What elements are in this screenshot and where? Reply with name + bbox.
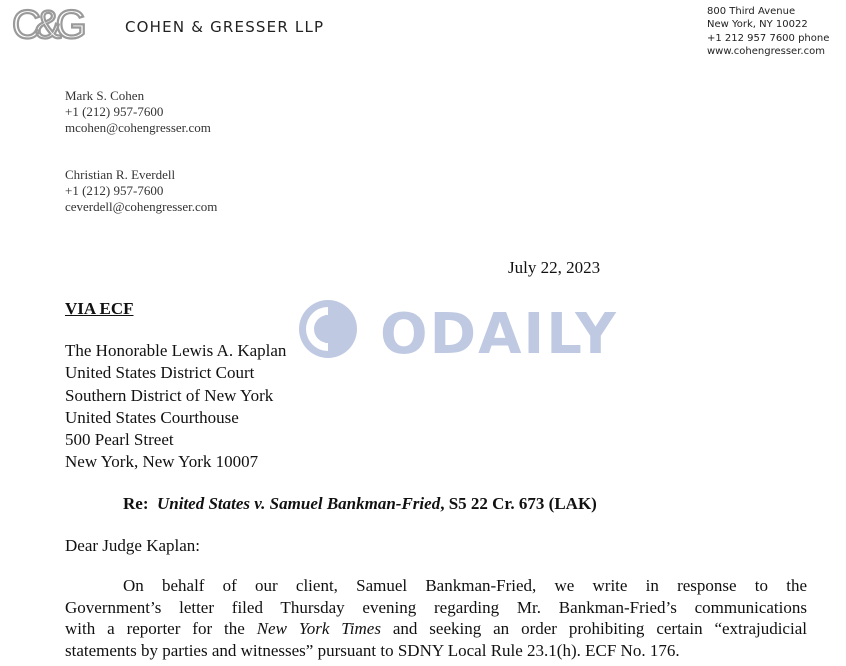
case-name: United States v. Samuel Bankman-Fried <box>156 494 441 513</box>
contact-phone: +1 (212) 957-7600 <box>65 104 164 119</box>
body-text: with a reporter for the <box>65 619 257 639</box>
firm-logo <box>12 3 82 47</box>
body-line <box>65 618 807 640</box>
body-paragraph <box>65 575 807 662</box>
contact-block <box>65 88 211 136</box>
address-website: www.cohengresser.com <box>707 45 825 57</box>
watermark-logo-icon <box>299 300 357 358</box>
body-line: Government’s letter filed Thursday evening regarding Mr. Bankman-Fried’s communications <box>65 597 807 617</box>
contact-email: ceverdell@cohengresser.com <box>65 199 218 214</box>
recipient-line: New York, New York 10007 <box>65 452 259 472</box>
recipient-line: United States District Court <box>65 363 255 383</box>
delivery-method: VIA ECF <box>65 299 134 318</box>
recipient-line: 500 Pearl Street <box>65 430 174 450</box>
letter-date: July 22, 2023 <box>508 258 601 277</box>
re-label: Re: <box>123 494 149 513</box>
contact-name: Mark S. Cohen <box>65 88 145 103</box>
address-street: 800 Third Avenue <box>707 6 796 17</box>
contact-name: Christian R. Everdell <box>65 167 176 182</box>
address-phone: +1 212 957 7600 phone <box>707 32 830 44</box>
contact-phone: +1 (212) 957-7600 <box>65 183 164 198</box>
watermark-text: ODAILY <box>380 302 618 367</box>
address-city: New York, NY 10022 <box>707 19 808 31</box>
firm-name: COHEN & GRESSER LLP <box>125 18 325 36</box>
salutation: Dear Judge Kaplan: <box>65 536 201 555</box>
contact-email: mcohen@cohengresser.com <box>65 120 211 135</box>
body-line: On behalf of our client, Samuel Bankman-Fried, we write in response to the <box>123 576 807 595</box>
contact-block <box>65 167 217 215</box>
body-text: and seeking an order prohibiting certain “extrajudicial <box>380 619 807 639</box>
recipient-line: Southern District of New York <box>65 385 274 405</box>
firm-address <box>707 5 829 58</box>
logo-text: C&G <box>12 3 81 47</box>
recipient-line: United States Courthouse <box>65 407 239 427</box>
recipient-address <box>65 340 286 474</box>
re-line <box>123 494 597 514</box>
odaily-watermark <box>296 297 618 367</box>
body-line: statements by parties and witnesses” pursuant to SDNY Local Rule 23.1(h). ECF No. 176. <box>65 641 680 661</box>
recipient-line: The Honorable Lewis A. Kaplan <box>65 341 287 360</box>
case-number: , S5 22 Cr. 673 (LAK) <box>440 494 597 513</box>
publication-name: New York Times <box>256 619 381 639</box>
